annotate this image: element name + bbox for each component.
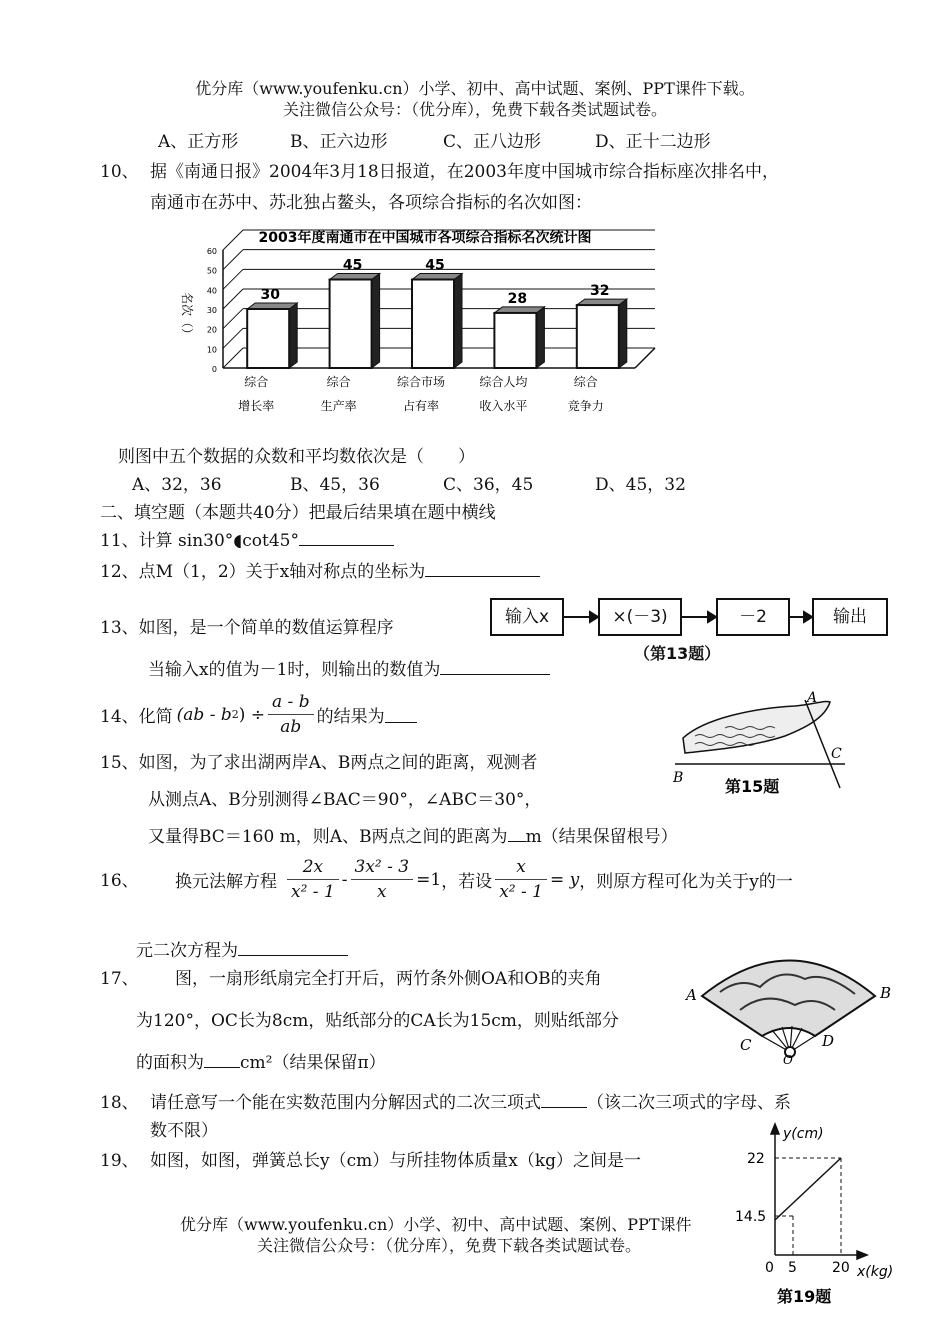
q19-spring-graph xyxy=(735,1120,905,1310)
chart-category-label: 综合 xyxy=(244,375,269,389)
chart-category-label: 占有率 xyxy=(402,399,440,413)
q10-option-c: C、36，45 xyxy=(443,475,534,495)
chart-category-label: 增长率 xyxy=(238,399,275,413)
chart-bar xyxy=(330,280,372,369)
chart-bar-side xyxy=(289,303,297,368)
q15-number: 15、 xyxy=(100,753,139,773)
q12-answer-blank[interactable] xyxy=(425,561,540,577)
chart-ylabel: 名次（） xyxy=(180,292,194,341)
q16-eq2: = y xyxy=(549,869,580,890)
q19-text: 如图，如图，弹簧总长y（cm）与所挂物体质量x（kg）之间是一 xyxy=(150,1151,642,1171)
q10-line-2: 南通市在苏中、苏北独占鳌头，各项综合指标的名次如图： xyxy=(150,193,592,213)
q17-label-b: B xyxy=(880,984,892,1002)
q10-option-d: D、45，32 xyxy=(595,475,686,495)
q12-number: 12、 xyxy=(100,562,139,582)
q10-number: 10、 xyxy=(100,162,139,182)
q17-line-3 xyxy=(136,1048,386,1073)
q12-text: 点M（1，2）关于x轴对称点的坐标为 xyxy=(138,562,426,582)
q14 xyxy=(100,692,417,737)
q16-f2-num: 3x² - 3 xyxy=(354,857,410,877)
chart-ytick-label: 60 xyxy=(206,247,217,256)
chart-bar-side xyxy=(454,274,462,369)
q18-answer-blank[interactable] xyxy=(541,1092,587,1108)
chart-bar-side xyxy=(372,274,380,369)
q10-question: 则图中五个数据的众数和平均数依次是（ ） xyxy=(118,447,475,467)
q15-caption: 第15题 xyxy=(725,777,780,796)
q18-line-1 xyxy=(150,1088,791,1113)
q16-post: ，则原方程可化为关于y的一 xyxy=(579,872,793,892)
chart-category-label: 综合人均 xyxy=(479,375,528,389)
footer-line-1: 优分库（www.youfenku.cn）小学、初中、高中试题、案例、PPT课件 xyxy=(180,1215,692,1234)
q19-ylabel: y(cm) xyxy=(783,1126,824,1142)
q14-square: 2 xyxy=(231,708,239,721)
q18-line-2: 数不限） xyxy=(150,1121,218,1141)
q17-number: 17、 xyxy=(100,969,139,989)
q9-option-d: D、正十二边形 xyxy=(595,132,711,152)
chart-category-label: 收入水平 xyxy=(479,399,528,413)
q15-line-3 xyxy=(148,822,678,847)
chart-category-label: 生产率 xyxy=(320,399,357,413)
flow-subtract-box: －2 xyxy=(716,598,790,636)
chart-bar-side xyxy=(619,299,627,368)
q13 xyxy=(100,613,394,638)
q16-f3-den: x² - 1 xyxy=(495,879,547,902)
chart-value-label: 45 xyxy=(425,257,445,274)
footer-line-2: 关注微信公众号：（优分库），免费下载各类试题试卷。 xyxy=(257,1236,642,1255)
q19-y2: 14.5 xyxy=(735,1209,767,1225)
chart-ytick-label: 0 xyxy=(211,365,217,374)
chart-category-label: 综合 xyxy=(326,375,351,389)
q15-text-3: 又量得BC＝160 m，则A、B两点之间的距离为 xyxy=(148,827,508,847)
q15-answer-blank[interactable] xyxy=(508,826,526,842)
q16-f1-den: x² - 1 xyxy=(287,879,339,902)
q16-text-2: 元二次方程为 xyxy=(136,941,238,961)
q18-number: 18、 xyxy=(100,1093,139,1113)
chart-gridline-side xyxy=(223,328,243,348)
q14-expr-div: ) ÷ xyxy=(238,704,266,725)
flow-multiply-box: ×(－3) xyxy=(598,598,682,636)
q9-option-b: B、正六边形 xyxy=(290,132,388,152)
q13-text: 如图，是一个简单的数值运算程序 xyxy=(138,618,394,638)
section-2-title: 二、填空题（本题共40分）把最后结果填在题中横线 xyxy=(100,503,496,523)
q16-f2-den: x xyxy=(351,879,414,902)
q15-text-3b: m（结果保留根号） xyxy=(525,827,678,847)
q18-text-1a: 请任意写一个能在实数范围内分解因式的二次三项式 xyxy=(150,1093,541,1113)
chart-value-label: 30 xyxy=(260,287,280,303)
chart-floor-edge xyxy=(635,348,655,368)
q13-line-2 xyxy=(148,655,550,680)
chart-title: 2003年度南通市在中国城市各项综合指标名次统计图 xyxy=(258,230,592,246)
header-line-2: 关注微信公众号：（优分库），免费下载各类试题试卷。 xyxy=(282,100,667,119)
q19-y1: 22 xyxy=(747,1151,765,1167)
q16-pre: 换元法解方程 xyxy=(175,872,277,892)
q10-option-a: A、32，36 xyxy=(132,475,222,495)
q16-fraction-2 xyxy=(351,857,414,902)
q16-mid: ，若设 xyxy=(441,872,493,892)
chart-bar xyxy=(577,305,619,368)
q16-f3-num: x xyxy=(516,857,526,877)
q17-label-c: C xyxy=(740,1036,752,1054)
q17-line-1: 图，一扇形纸扇完全打开后，两竹条外侧OA和OB的夹角 xyxy=(175,969,602,989)
chart-value-label: 28 xyxy=(507,290,528,307)
chart-gridline-side xyxy=(223,348,243,368)
q16-line-2 xyxy=(136,936,348,961)
chart-ytick-label: 10 xyxy=(206,345,217,355)
chart-gridline-side xyxy=(223,309,243,329)
q15-text-1: 如图，为了求出湖两岸A、B两点之间的距离，观测者 xyxy=(138,753,538,773)
q16-equation xyxy=(175,857,793,902)
chart-ytick-label: 20 xyxy=(206,325,217,335)
q12 xyxy=(100,557,540,582)
q16-fraction-3 xyxy=(495,857,547,902)
chart-category-label: 竞争力 xyxy=(567,399,604,413)
chart-bar-side xyxy=(536,307,544,368)
chart-value-label: 32 xyxy=(590,283,610,300)
q17-line-2: 为120°，OC长为8cm，贴纸部分的CA长为15cm，则贴纸部分 xyxy=(136,1011,619,1031)
q19-x2: 20 xyxy=(832,1260,850,1276)
q19-caption: 第19题 xyxy=(777,1287,832,1306)
chart-gridline-side xyxy=(223,250,243,270)
q17-label-o: O xyxy=(783,1053,793,1065)
q14-frac-den: ab xyxy=(268,714,314,737)
chart-bar xyxy=(247,309,289,368)
chart-ytick-label: 40 xyxy=(206,286,217,296)
q19-x0: 0 xyxy=(765,1260,774,1276)
flow-arrows xyxy=(560,598,820,636)
q19-x1: 5 xyxy=(788,1260,797,1276)
bar-chart xyxy=(165,222,675,422)
q15-label-a: A xyxy=(807,690,818,706)
q16-eq: =1 xyxy=(416,869,442,890)
q16-minus: - xyxy=(341,869,348,890)
chart-category-label: 综合市场 xyxy=(396,375,446,389)
q14-number: 14、 xyxy=(100,707,139,727)
chart-bar xyxy=(494,313,536,368)
q11-answer-blank[interactable] xyxy=(299,530,394,546)
q15-label-b: B xyxy=(673,770,684,786)
chart-gridline-side xyxy=(223,269,243,289)
q15-line-1 xyxy=(100,748,537,773)
q14-frac-num: a - b xyxy=(272,692,310,712)
q15-label-c: C xyxy=(831,746,842,762)
q16-number: 16、 xyxy=(100,871,139,891)
q16-f1-num: 2x xyxy=(302,857,324,877)
header-line-1: 优分库（www.youfenku.cn）小学、初中、高中试题、案例、PPT课件下载。 xyxy=(195,79,755,98)
flow-output-box: 输出 xyxy=(812,598,888,636)
q11-number: 11、 xyxy=(100,531,139,551)
q15-figure xyxy=(665,688,865,798)
chart-bar xyxy=(412,280,454,369)
flow-input-box: 输入x xyxy=(490,598,564,636)
q14-post: 的结果为 xyxy=(316,707,385,727)
q14-pre: 化简 xyxy=(138,707,173,727)
q13-number: 13、 xyxy=(100,618,139,638)
q17-label-d: D xyxy=(822,1032,835,1050)
chart-ytick-label: 30 xyxy=(206,306,217,315)
q16-fraction-1 xyxy=(287,857,339,902)
q13-answer-blank[interactable] xyxy=(440,659,550,675)
q9-option-a: A、正方形 xyxy=(158,132,239,152)
q10-line-1: 据《南通日报》2004年3月18日报道，在2003年度中国城市综合指标座次排名中， xyxy=(150,162,779,182)
q13-text-2: 当输入x的值为－1时，则输出的数值为 xyxy=(148,660,441,680)
chart-category-label: 综合 xyxy=(573,375,598,389)
q19-xlabel: x(kg) xyxy=(857,1264,894,1280)
q17-fan-figure xyxy=(680,940,900,1065)
q11 xyxy=(100,526,394,551)
q11-text: 计算 sin30°◖cot45° xyxy=(138,531,299,551)
q17-label-a: A xyxy=(686,986,697,1004)
q17-text-3a: 的面积为 xyxy=(136,1053,204,1073)
q15-line-2: 从测点A、B分别测得∠BAC＝90°，∠ABC＝30°， xyxy=(148,790,542,810)
q18-text-1b: （该二次三项式的字母、系 xyxy=(587,1093,791,1113)
q17-text-3b: cm²（结果保留π） xyxy=(240,1053,386,1073)
q19-number: 19、 xyxy=(100,1151,139,1171)
q10-option-b: B、45，36 xyxy=(290,475,380,495)
q9-option-c: C、正八边形 xyxy=(443,132,542,152)
q14-answer-blank[interactable] xyxy=(385,707,417,723)
chart-value-label: 45 xyxy=(342,257,363,274)
q16-answer-blank[interactable] xyxy=(238,940,348,956)
chart-gridline-side xyxy=(223,230,243,250)
q14-expr-left: (ab - b xyxy=(176,704,232,725)
q17-answer-blank[interactable] xyxy=(204,1052,240,1068)
chart-ytick-label: 50 xyxy=(206,266,217,276)
q14-fraction xyxy=(268,692,314,737)
q13-caption: （第13题） xyxy=(634,644,721,663)
chart-gridline-side xyxy=(223,289,243,309)
